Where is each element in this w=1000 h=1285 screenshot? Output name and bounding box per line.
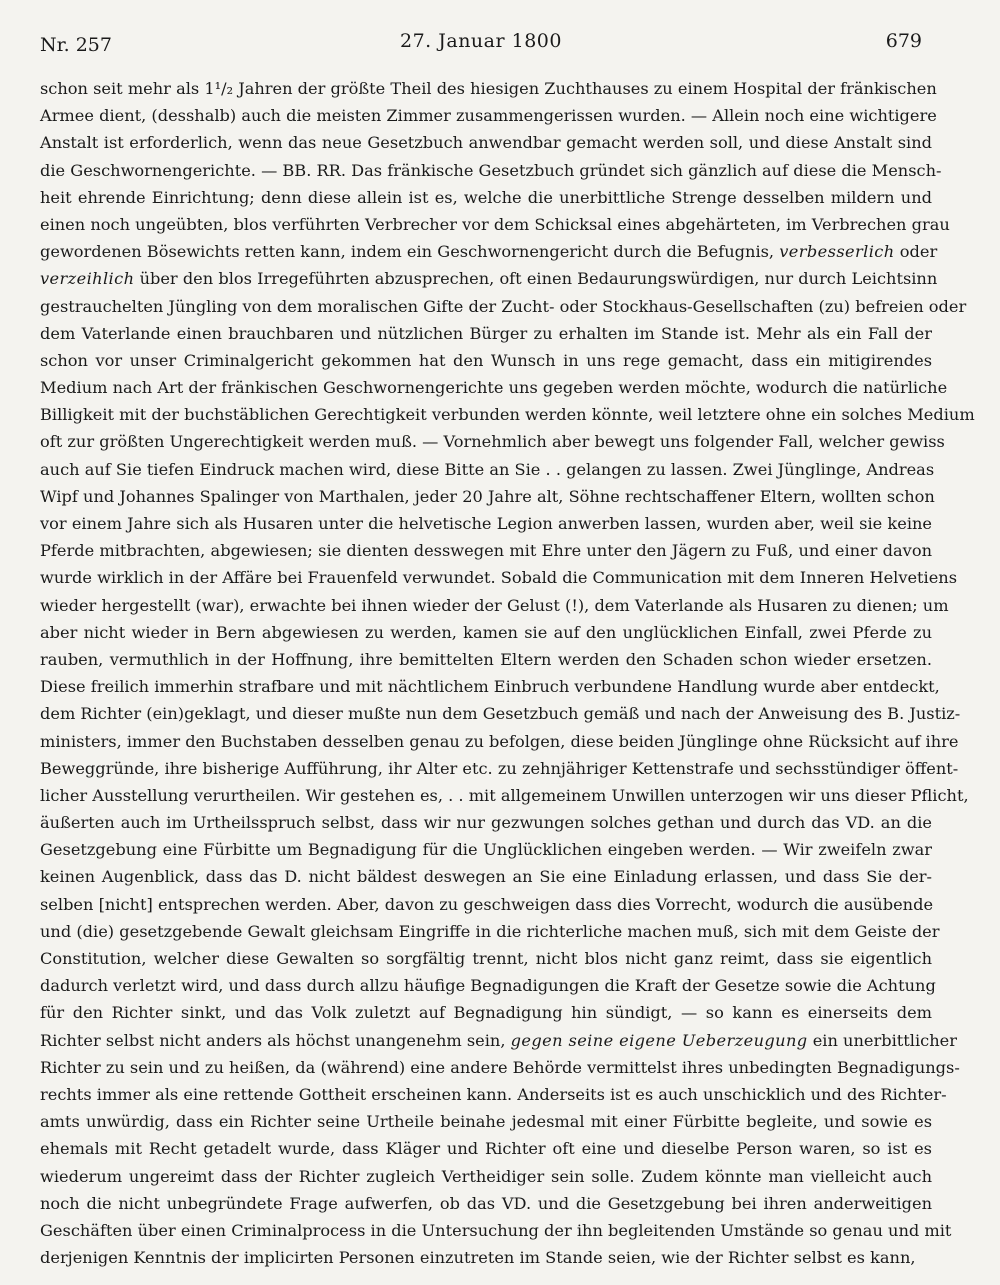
text-segment: licher Ausstellung verurtheilen. Wir gestehen es, . . mit allgemeinem Unwillen unterzogen wir uns dieser Pflicht, bbox=[40, 785, 969, 805]
text-line bbox=[40, 592, 949, 619]
text-line bbox=[40, 374, 948, 401]
text-line bbox=[40, 619, 932, 646]
text-segment: Anstalt ist erforderlich, wenn das neue Gesetzbuch anwendbar gemacht werden soll, und diese Anstalt sind bbox=[40, 133, 932, 153]
page-header bbox=[40, 30, 922, 60]
text-line bbox=[40, 102, 937, 129]
text-segment: wiederum ungereimt dass der Richter zugleich Vertheidiger sein solle. Zudem könnte man vielleicht auch bbox=[40, 1166, 932, 1186]
text-line bbox=[40, 1135, 932, 1162]
text-segment: Geschäften über einen Criminalprocess in die Untersuchung der ihn begleitenden Umstände so genau und mit bbox=[40, 1220, 952, 1240]
text-line bbox=[40, 700, 961, 727]
text-segment: heit ehrende Einrichtung; denn diese allein ist es, welche die unerbittliche Strenge desselben mildern und bbox=[40, 187, 932, 207]
text-line bbox=[40, 238, 938, 265]
text-segment: und (die) gesetzgebende Gewalt gleichsam Eingriffe in die richterliche machen muß, sich mit dem Geiste der bbox=[40, 921, 940, 941]
text-line bbox=[40, 211, 950, 238]
text-segment: auch auf Sie tiefen Eindruck machen wird, diese Bitte an Sie . . gelangen zu lassen. Zwei Jünglinge, Andreas bbox=[40, 459, 935, 479]
text-line bbox=[40, 129, 932, 156]
text-segment: dem Vaterlande einen brauchbaren und nützlichen Bürger zu erhalten im Stande ist. Mehr als ein Fall der bbox=[40, 323, 932, 343]
emphasized-text: verbesserlich bbox=[779, 242, 895, 262]
text-segment: ministers, immer den Buchstaben desselben genau zu befolgen, diese beiden Jünglinge ohne Rücksicht auf ihre bbox=[40, 731, 959, 751]
text-segment: noch die nicht unbegründete Frage aufwerfen, ob das VD. und die Gesetzgebung bei ihren anderweitigen bbox=[40, 1193, 932, 1213]
text-line bbox=[40, 782, 969, 809]
text-segment: Diese freilich immerhin strafbare und mit nächtlichem Einbruch verbundene Handlung wurde aber entdeckt, bbox=[40, 677, 940, 697]
text-segment: rauben, vermuthlich in der Hoffnung, ihre bemittelten Eltern werden den Schaden schon wieder ersetzen. bbox=[40, 649, 932, 669]
text-line bbox=[40, 728, 959, 755]
text-segment: dadurch verletzt wird, und dass durch allzu häufige Begnadigungen die Kraft der Gesetze sowie die Achtung bbox=[40, 976, 936, 996]
document-number: Nr. 257 bbox=[40, 34, 112, 56]
page-number: 679 bbox=[885, 30, 922, 52]
text-segment: keinen Augenblick, dass das D. nicht bäldest deswegen an Sie eine Einladung erlassen, und dass Sie der- bbox=[40, 867, 932, 887]
text-line bbox=[40, 999, 932, 1026]
text-segment: schon vor unser Criminalgericht gekommen hat den Wunsch in uns rege gemacht, dass ein mitigirendes bbox=[40, 350, 932, 370]
text-line bbox=[40, 157, 942, 184]
text-line bbox=[40, 1108, 932, 1135]
text-line bbox=[40, 537, 932, 564]
text-line bbox=[40, 456, 935, 483]
text-line bbox=[40, 809, 932, 836]
text-segment: die Geschwornengerichte. — BB. RR. Das fränkische Gesetzbuch gründet sich gänzlich auf diese die Mensch- bbox=[40, 160, 942, 180]
text-line bbox=[40, 1027, 957, 1054]
text-segment: äußerten auch im Urtheilsspruch selbst, dass wir nur gezwungen solches gethan und durch das VD. an die bbox=[40, 813, 932, 833]
text-segment: für den Richter sinkt, und das Volk zuletzt auf Begnadigung hin sündigt, — so kann es einerseits dem bbox=[40, 1003, 932, 1023]
text-segment: einen noch ungeübten, blos verführten Verbrecher vor dem Schicksal eines abgehärteten, im Verbrechen grau bbox=[40, 214, 950, 234]
emphasized-text: gegen seine eigene Ueberzeugung bbox=[510, 1030, 808, 1050]
text-line bbox=[40, 75, 937, 102]
text-line bbox=[40, 510, 932, 537]
text-segment: schon seit mehr als 1¹/₂ Jahren der größte Theil des hiesigen Zuchthauses zu einem Hospital der fränkischen bbox=[40, 79, 937, 98]
text-line bbox=[40, 945, 932, 972]
text-segment: Gesetzgebung eine Fürbitte um Begnadigung für die Unglücklichen eingeben werden. — Wir zweifeln zwar bbox=[40, 840, 932, 860]
text-line bbox=[40, 1163, 932, 1190]
text-line bbox=[40, 1217, 952, 1244]
text-segment: ehemals mit Recht getadelt wurde, dass Kläger und Richter oft eine und dieselbe Person waren, so ist es bbox=[40, 1139, 932, 1159]
text-line bbox=[40, 564, 958, 591]
text-line bbox=[40, 401, 975, 428]
text-segment: dem Richter (ein)geklagt, und dieser mußte nun dem Gesetzbuch gemäß und nach der Anweisung des B. Justiz- bbox=[40, 704, 961, 724]
text-segment: derjenigen Kenntnis der implicirten Personen einzutreten im Stande seien, wie der Richter selbst es kann, bbox=[40, 1248, 916, 1268]
text-segment: über den blos Irregeführten abzusprechen, oft einen Bedaurungswürdigen, nur durch Leichtsinn bbox=[134, 269, 938, 289]
text-line bbox=[40, 891, 932, 918]
text-line bbox=[40, 428, 945, 455]
emphasized-text: verzeihlich bbox=[40, 269, 135, 289]
text-segment: Medium nach Art der fränkischen Geschwornengerichte uns gegeben werden möchte, wodurch die natürliche bbox=[40, 378, 948, 398]
text-segment: Richter zu sein und zu heißen, da (während) eine andere Behörde vermittelst ihres unbedingten Begnadigungs- bbox=[40, 1057, 960, 1077]
text-segment: selben [nicht] entsprechen werden. Aber, davon zu geschweigen dass dies Vorrecht, wodurch die ausübende bbox=[40, 894, 934, 914]
text-segment: gestrauchelten Jüngling von dem moralischen Gifte der Zucht- oder Stockhaus-Gesellschaften (zu) befreien oder bbox=[40, 296, 967, 316]
text-segment: Pferde mitbrachten, abgewiesen; sie dienten desswegen mit Ehre unter den Jägern zu Fuß, und einer davon bbox=[40, 541, 932, 561]
text-line bbox=[40, 836, 932, 863]
text-line bbox=[40, 918, 940, 945]
text-line bbox=[40, 347, 932, 374]
text-line bbox=[40, 755, 959, 782]
text-line bbox=[40, 184, 932, 211]
text-segment: oder bbox=[894, 242, 938, 262]
text-line bbox=[40, 265, 938, 292]
text-segment: Beweggründe, ihre bisherige Aufführung, ihr Alter etc. zu zehnjähriger Kettenstrafe und sechsstündiger öffent- bbox=[40, 758, 959, 778]
text-segment: Constitution, welcher diese Gewalten so sorgfältig trennt, nicht blos nicht ganz reimt, dass sie eigentlich bbox=[40, 949, 932, 968]
text-line bbox=[40, 320, 932, 347]
text-segment: amts unwürdig, dass ein Richter seine Urtheile beinahe jedesmal mit einer Fürbitte begleite, und sowie es bbox=[40, 1112, 932, 1132]
text-line bbox=[40, 1244, 932, 1271]
text-segment: aber nicht wieder in Bern abgewiesen zu werden, kamen sie auf den unglücklichen Einfall, zwei Pferde zu bbox=[40, 622, 932, 642]
text-segment: oft zur größten Ungerechtigkeit werden muß. — Vornehmlich aber bewegt uns folgender Fall, welcher gewiss bbox=[40, 432, 945, 452]
body-text bbox=[40, 75, 975, 1271]
document-date: 27. Januar 1800 bbox=[400, 30, 562, 52]
text-line bbox=[40, 1190, 932, 1217]
text-line bbox=[40, 1054, 960, 1081]
text-line bbox=[40, 972, 936, 999]
text-segment: Richter selbst nicht anders als höchst unangenehm sein, bbox=[40, 1030, 511, 1050]
text-segment: gewordenen Bösewichts retten kann, indem ein Geschwornengericht durch die Befugnis, bbox=[40, 242, 780, 262]
text-line bbox=[40, 646, 932, 673]
text-segment: Billigkeit mit der buchstäblichen Gerechtigkeit verbunden werden könnte, weil letztere ohne ein solches Medium bbox=[40, 405, 975, 425]
text-segment: wieder hergestellt (war), erwachte bei ihnen wieder der Gelust (!), dem Vaterlande als Husaren zu dienen; um bbox=[40, 595, 949, 615]
text-line bbox=[40, 483, 935, 510]
text-line bbox=[40, 1081, 947, 1108]
text-segment: Armee dient, (desshalb) auch die meisten Zimmer zusammengerissen wurden. — Allein noch eine wichtigere bbox=[40, 106, 937, 126]
text-segment: rechts immer als eine rettende Gottheit erscheinen kann. Anderseits ist es auch unschicklich und des Richter- bbox=[40, 1084, 947, 1104]
text-line bbox=[40, 673, 940, 700]
text-segment: ein unerbittlicher bbox=[807, 1030, 957, 1050]
text-line bbox=[40, 863, 932, 890]
text-segment: vor einem Jahre sich als Husaren unter die helvetische Legion anwerben lassen, wurden aber, weil sie keine bbox=[40, 514, 932, 533]
text-segment: Wipf und Johannes Spalinger von Marthalen, jeder 20 Jahre alt, Söhne rechtschaffener Eltern, wollten schon bbox=[40, 486, 935, 506]
text-line bbox=[40, 293, 967, 320]
text-segment: wurde wirklich in der Affäre bei Frauenfeld verwundet. Sobald die Communication mit dem Inneren Helvetiens bbox=[40, 568, 958, 588]
